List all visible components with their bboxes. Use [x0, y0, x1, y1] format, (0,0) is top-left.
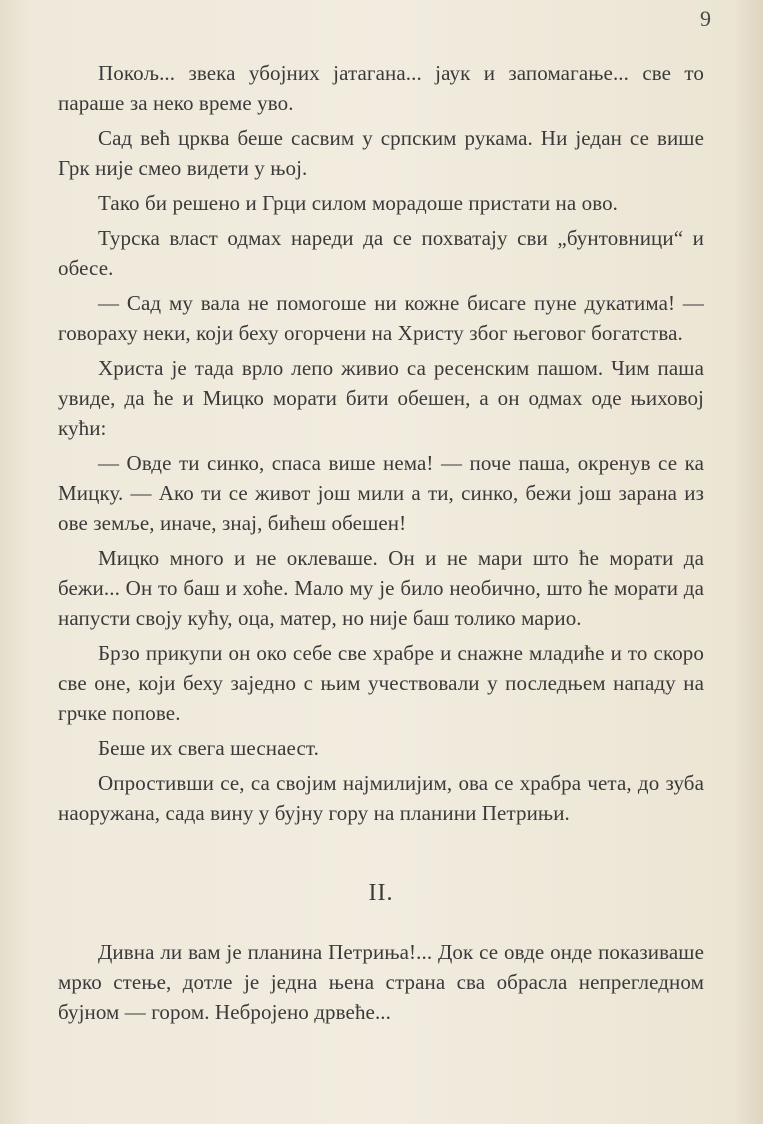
paragraph: — Сад му вала не помогоше ни кожне бисаге пуне дукатима! — говораху неки, који беху огорчени на Христу због његовог богатства. — [58, 291, 704, 345]
paragraph: Мицко много и не оклеваше. Он и не мари што ће морати да бежи... Он то баш и хоће. Мало му је било необично, што ће морати да напусти своју кућу, оца, матер, но није баш толико марио. — [58, 546, 704, 630]
paragraph: Сад већ црква беше сасвим у српским рукама. Ни један се више Грк није смео видети у њој. — [58, 126, 704, 180]
page-number: 9 — [700, 6, 711, 31]
paragraph: Покољ... звека убојних јатагана... јаук и запомагање... све то параше за неко време уво. — [58, 61, 704, 115]
paragraph: Турска власт одмах нареди да се похватају сви „бунтовници“ и обесе. — [58, 226, 704, 280]
paragraph: Дивна ли вам је планина Петриња!... Док се овде онде показиваше мрко стење, дотле је једна њена страна сва обрасла непрегледном бујном — гором. Небројено дрвеће... — [58, 940, 704, 1024]
paragraph: Брзо прикупи он око себе све храбре и снажне младиће и то скоро све оне, који беху заједно с њим учествовали у последњем нападу на грчке попове. — [58, 641, 704, 725]
paragraph: — Овде ти синко, спаса више нема! — поче паша, окренув се ка Мицку. — Ако ти се живот још мили а ти, синко, бежи још зарана из ове земље, иначе, знај, бићеш обешен! — [58, 451, 704, 535]
paragraph: Христа је тада врло лепо живио са ресенским пашом. Чим паша увиде, да ће и Мицко морати бити обешен, а он одмах оде њиховој кући: — [58, 356, 704, 440]
paragraph: Тако би решено и Грци силом морадоше пристати на ово. — [98, 191, 619, 215]
paragraph: Беше их свега шеснаест. — [98, 736, 319, 760]
paragraph: Опростивши се, са својим најмилијим, ова се храбра чета, до зуба наоружана, сада вину у бујну гору на планини Петрињи. — [58, 771, 704, 825]
body-text — [58, 58, 704, 1032]
section-heading: II. — [368, 880, 394, 906]
